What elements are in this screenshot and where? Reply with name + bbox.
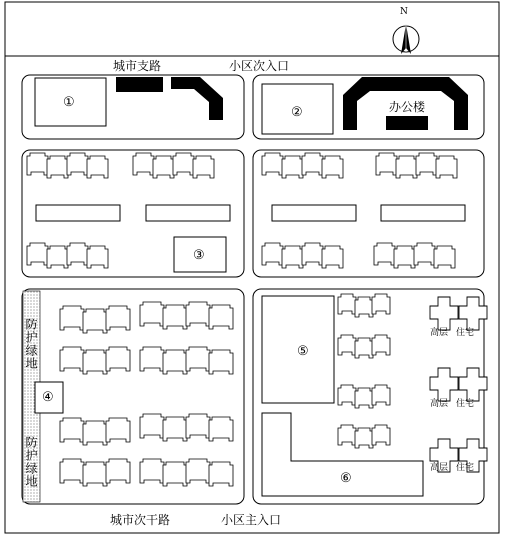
residential-unit xyxy=(262,243,283,265)
residential-unit xyxy=(186,302,210,326)
residential-unit xyxy=(322,246,343,268)
long-building xyxy=(272,205,356,221)
residential-unit xyxy=(173,153,194,175)
residential-unit xyxy=(338,294,356,314)
residential-unit xyxy=(282,246,303,268)
residential-clusters xyxy=(24,153,457,488)
plot-1-label: ① xyxy=(63,95,75,110)
highrise-buildings xyxy=(430,297,487,472)
residential-unit xyxy=(140,347,164,371)
plot-4-label: ④ xyxy=(42,390,54,405)
plot-3-label: ③ xyxy=(193,248,205,263)
long-building xyxy=(146,205,230,221)
plot-5-label: ⑤ xyxy=(297,344,309,359)
residential-unit xyxy=(355,297,373,317)
residential-unit xyxy=(416,153,437,175)
residential-unit xyxy=(338,385,356,405)
residential-unit xyxy=(27,243,48,265)
residential-unit xyxy=(186,347,210,371)
residential-unit xyxy=(436,156,457,178)
residential-unit xyxy=(47,246,68,268)
residential-unit xyxy=(83,309,107,333)
residential-unit xyxy=(27,153,48,175)
residential-unit xyxy=(322,156,343,178)
compass-letter: N xyxy=(400,7,408,17)
residential-unit xyxy=(163,350,187,374)
residential-unit xyxy=(106,347,130,371)
residential-unit xyxy=(163,417,187,441)
residential-unit xyxy=(282,156,303,178)
highrise-tower xyxy=(430,368,458,401)
residential-unit xyxy=(394,246,415,268)
residential-unit xyxy=(372,294,390,314)
highrise-label: 高层 xyxy=(430,399,449,409)
residential-unit xyxy=(355,338,373,358)
road-label-arterial: 城市次干路 xyxy=(110,513,171,527)
residential-unit xyxy=(153,156,174,178)
residential-unit xyxy=(140,414,164,438)
residential-unit xyxy=(376,153,397,175)
residential-unit xyxy=(163,305,187,329)
residential-unit xyxy=(209,350,233,374)
compass xyxy=(393,24,419,54)
residential-unit xyxy=(209,305,233,329)
black-building-l xyxy=(171,77,223,120)
residential-unit xyxy=(355,428,373,448)
office-label: 办公楼 xyxy=(389,100,426,114)
residential-unit xyxy=(60,459,84,483)
residential-unit xyxy=(106,306,130,330)
long-building xyxy=(381,205,465,221)
residential-unit xyxy=(209,417,233,441)
secondary-entrance-label: 小区次入口 xyxy=(229,59,290,73)
residential-unit xyxy=(67,243,88,265)
residential-unit xyxy=(209,462,233,486)
green-belt-label-bottom: 防护绿地 xyxy=(24,436,38,488)
plot-6-label: ⑥ xyxy=(340,471,352,486)
highrise-label: 高层 xyxy=(430,463,449,473)
residential-unit xyxy=(302,153,323,175)
residential-unit xyxy=(434,246,455,268)
residential-unit xyxy=(372,335,390,355)
residential-unit xyxy=(60,418,84,442)
residential-unit xyxy=(67,153,88,175)
residential-unit xyxy=(47,156,68,178)
residential-unit xyxy=(374,243,395,265)
residential-unit xyxy=(106,459,130,483)
residential-unit xyxy=(302,243,323,265)
residential-unit xyxy=(87,246,108,268)
green-belt-label-top: 防护绿地 xyxy=(24,318,38,370)
residential-unit xyxy=(396,156,417,178)
residential-unit xyxy=(60,306,84,330)
highrise-tower xyxy=(459,297,487,330)
main-entrance-label: 小区主入口 xyxy=(221,513,282,527)
residence-label: 住宅 xyxy=(456,399,475,409)
residential-unit xyxy=(414,243,435,265)
long-building xyxy=(36,205,120,221)
residential-unit xyxy=(60,347,84,371)
residential-unit xyxy=(193,156,214,178)
residential-unit xyxy=(372,425,390,445)
road-label-branch: 城市支路 xyxy=(113,59,162,73)
residential-unit xyxy=(186,459,210,483)
residential-unit xyxy=(133,153,154,175)
residence-label: 住宅 xyxy=(456,463,475,473)
residential-unit xyxy=(140,459,164,483)
residential-unit xyxy=(83,462,107,486)
residential-unit xyxy=(372,385,390,405)
residential-unit xyxy=(338,335,356,355)
residential-unit xyxy=(87,156,108,178)
residential-unit xyxy=(83,350,107,374)
residential-unit xyxy=(338,425,356,445)
residential-unit xyxy=(163,462,187,486)
residential-unit xyxy=(106,418,130,442)
residential-unit xyxy=(186,414,210,438)
residence-label: 住宅 xyxy=(456,328,475,338)
office-bar xyxy=(386,116,428,130)
residential-unit xyxy=(355,388,373,408)
plot-2-label: ② xyxy=(291,105,303,120)
highrise-label: 高层 xyxy=(430,328,449,338)
residential-unit xyxy=(262,153,283,175)
black-building-rect xyxy=(116,77,163,92)
residential-unit xyxy=(83,421,107,445)
residential-unit xyxy=(140,302,164,326)
highrise-tower xyxy=(430,297,458,330)
highrise-tower xyxy=(459,368,487,401)
